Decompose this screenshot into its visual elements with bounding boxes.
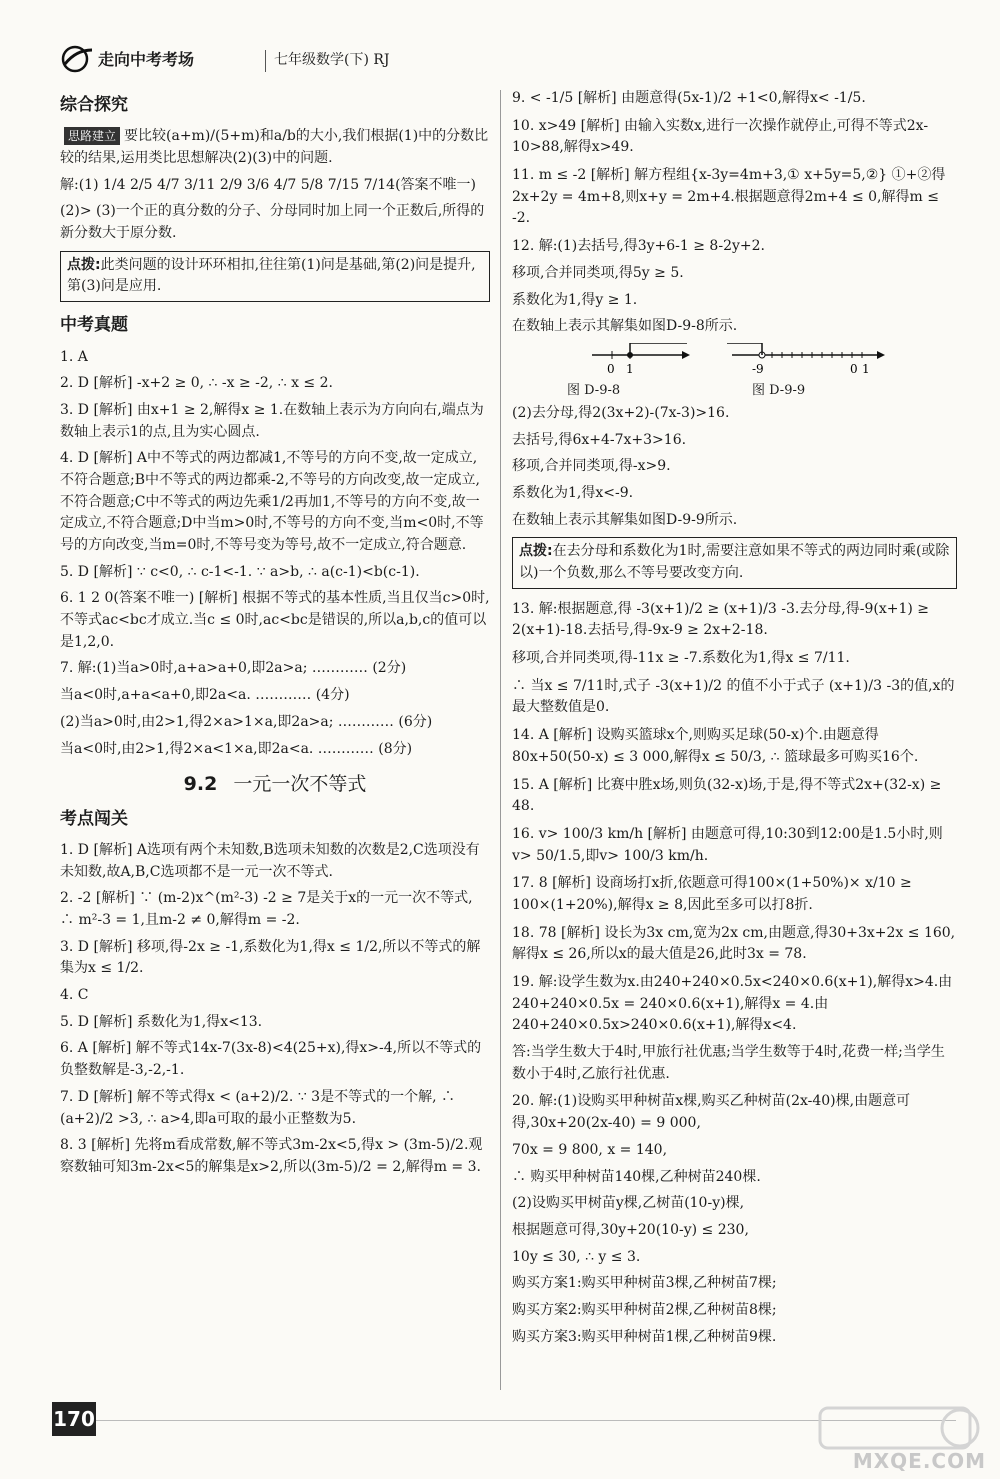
list-item: ∴ 当x ≤ 7/11时,式子 -3(x+1)/2 的值不小于式子 (x+1)/3 -3的值,x的最大整数值是0. <box>512 677 955 716</box>
list-item: 5. D [解析] 系数化为1,得x<13. <box>60 1013 263 1030</box>
list-item: 2. -2 [解析] ∵ (m-2)x^(m²-3) -2 ≥ 7是关于x的一元一次不等式, ∴ m²-3 = 1,且m-2 ≠ 0,解得m = -2. <box>60 890 473 929</box>
list-item: 去括号,得6x+4-7x+3>16. <box>512 431 687 448</box>
list-item: (2)去分母,得2(3x+2)-(7x-3)>16. <box>512 404 730 421</box>
list-item: 10y ≤ 30, ∴ y ≤ 3. <box>512 1248 641 1265</box>
list-item: 19. 解:设学生数为x.由240+240×0.5x<240×0.6(x+1),解得x>4.由240+240×0.5x = 240×0.6(x+1),解得x = 4.由240+240×0.5x>240×0.6(x+1),解得x<4. <box>512 974 953 1034</box>
synthesis-tip-box: 点拨:此类问题的设计环环相扣,往往第(1)问是基础,第(2)问是提升,第(3)问是应用. <box>60 251 490 302</box>
number-line-diagram <box>512 343 957 383</box>
list-item: 6. A [解析] 解不等式14x-7(3x-8)<4(25+x),得x>-4,所以不等式的负整数解是-3,-2,-1. <box>60 1040 482 1079</box>
list-item: 3. D [解析] 移项,得-2x ≥ -1,系数化为1,得x ≤ 1/2,所以不等式的解集为x ≤ 1/2. <box>60 938 481 977</box>
list-item: 2. D [解析] -x+2 ≥ 0, ∴ -x ≥ -2, ∴ x ≤ 2. <box>60 375 333 392</box>
list-item: 当a<0时,由2>1,得2×a<1×a,即2a<a. ………… (8分) <box>60 740 413 757</box>
list-item: 购买方案3:购买甲种树苗1棵,乙种树苗9棵. <box>512 1328 777 1345</box>
series-name: 走向中考考场 <box>98 50 195 69</box>
synthesis-answer-2: (2)> (3)一个正的真分数的分子、分母同时加上同一个正数后,所得的新分数大于原分数. <box>60 203 485 242</box>
list-item: 购买方案2:购买甲种树苗2棵,乙种树苗8棵; <box>512 1301 777 1318</box>
tip-label: 点拨: <box>519 543 553 560</box>
list-item: 3. D [解析] 由x+1 ≥ 2,解得x ≥ 1.在数轴上表示为方向向右,端点为数轴上表示1的点,且为实心圆点. <box>60 401 484 440</box>
chapter-heading <box>60 770 490 799</box>
page-header <box>60 40 940 80</box>
subject-label: 七年级数学(下) RJ <box>265 50 390 72</box>
list-item: 答:当学生数大于4时,甲旅行社优惠;当学生数等于4时,花费一样;当学生数小于4时,乙旅行社优惠. <box>512 1044 945 1082</box>
list-item: 6. 1 2 0(答案不唯一) [解析] 根据不等式的基本性质,当且仅当c>0时,不等式ac<bc才成立.当c ≤ 0时,ac<bc是错误的,所以a,b,c的值可以是1,2,0. <box>60 590 490 650</box>
list-item: (2)设购买甲树苗y棵,乙树苗(10-y)棵, <box>512 1195 745 1212</box>
list-item: 根据题意可得,30y+20(10-y) ≤ 230, <box>512 1221 749 1238</box>
list-item: 8. 3 [解析] 先将m看成常数,解不等式3m-2x<5,得x > (3m-5)/2.观察数轴可知3m-2x<5的解集是x>2,所以(3m-5)/2 = 2,解得m = 3. <box>60 1137 483 1175</box>
list-item: 13. 解:根据题意,得 -3(x+1)/2 ≥ (x+1)/3 -3.去分母,得-9(x+1) ≥ 2(x+1)-18.去括号,得-9x-9 ≥ 2x+2-18. <box>512 600 930 639</box>
fig2-label-2: 1 <box>862 361 870 376</box>
list-item: 当a<0时,a+a<a+0,即2a<a. ………… (4分) <box>60 687 350 704</box>
list-item: 1. A <box>60 348 88 365</box>
list-item: 16. v> 100/3 km/h [解析] 由题意可得,10:30到12:00是1.5小时,则v> 50/1.5,即v> 100/3 km/h. <box>512 825 943 864</box>
list-item: 在数轴上表示其解集如图D-9-8所示. <box>512 318 738 335</box>
watermark-text: MXQE.COM <box>852 1449 986 1473</box>
list-item: 移项,合并同类项,得5y ≥ 5. <box>512 264 684 281</box>
page-number: 170 <box>52 1402 96 1436</box>
logo-icon <box>60 44 94 74</box>
fig1-label-0: 0 <box>607 361 615 376</box>
left-column <box>60 88 490 1184</box>
list-item: 系数化为1,得x<-9. <box>512 484 634 501</box>
synthesis-answer-1: 解:(1) 1/4 2/5 4/7 3/11 2/9 3/6 4/7 5/8 7/15 7/14(答案不唯一) <box>60 176 477 193</box>
list-item: 10. x>49 [解析] 由输入实数x,进行一次操作就停止,可得不等式2x-10>88,解得x>49. <box>512 117 929 156</box>
synthesis-idea: 思路建立 要比较(a+m)/(5+m)和a/b的大小,我们根据(1)中的分数比较的结果,运用类比思想解决(2)(3)中的问题. <box>60 128 489 167</box>
section-title-exam: 中考真题 <box>60 315 128 336</box>
list-item: 70x = 9 800, x = 140, <box>512 1141 668 1158</box>
idea-tag: 思路建立 <box>64 127 120 145</box>
list-item: (2)当a>0时,由2>1,得2×a>1×a,即2a>a; ………… (6分) <box>60 713 433 730</box>
list-item: 在数轴上表示其解集如图D-9-9所示. <box>512 511 738 528</box>
list-item: 20. 解:(1)设购买甲种树苗x棵,购买乙种树苗(2x-40)棵,由题意可得,30x+20(2x-40) = 9 000, <box>512 1093 911 1132</box>
exam-list <box>60 347 490 761</box>
list-item: 7. 解:(1)当a>0时,a+a>a+0,即2a>a; ………… (2分) <box>60 660 407 677</box>
list-item: 17. 8 [解析] 设商场打x折,依题意可得100×(1+50%)× x/10 ≥ 100×(1+20%),解得x ≥ 8,因此至多可以打8折. <box>512 875 912 913</box>
right-column <box>512 88 957 1353</box>
list-item: 购买方案1:购买甲种树苗3棵,乙种树苗7棵; <box>512 1275 777 1292</box>
tip-label: 点拨: <box>67 256 101 273</box>
number-line-figures <box>512 343 957 399</box>
list-item: 4. D [解析] A中不等式的两边都减1,不等号的方向不变,故一定成立,不符合题意;B中不等式的两边都乘-2,不等号的方向改变,故一定成立,不符合题意;C中不等式的两边先乘1/2再加1,不等号的方向不变,故一定成立,不符合题意;D中当m>0时,不等号的方向不变,当m<0时,不等号的方向改变,当m=0时,不等号变为等号,故不一定成立,符合题意. <box>60 450 484 553</box>
figure-caption-d98: 图 D-9-8 <box>567 382 621 398</box>
fig2-label-1: 0 <box>850 361 858 376</box>
list-item: 9. < -1/5 [解析] 由题意得(5x-1)/2 +1<0,解得x< -1/5. <box>512 90 866 106</box>
chapter-number: 9.2 <box>183 773 218 796</box>
list-item: 18. 78 [解析] 设长为3x cm,宽为2x cm,由题意,得30+3x+2x ≤ 160,解得x ≤ 26,所以x的最大值是26,此时3x = 78. <box>512 924 956 963</box>
section-title-checkpoints: 考点闯关 <box>60 808 128 829</box>
tip-box: 点拨:在去分母和系数化为1时,需要注意如果不等式的两边同时乘(或除以)一个负数,那么不等号要改变方向. <box>512 537 957 588</box>
section-title-synthesis: 综合探究 <box>60 95 128 115</box>
chapter-title: 一元一次不等式 <box>233 773 367 796</box>
list-item: ∴ 购买甲种树苗140棵,乙种树苗240棵. <box>512 1168 761 1185</box>
list-item: 14. A [解析] 设购买篮球x个,则购买足球(50-x)个.由题意得80x+50(50-x) ≤ 3 000,解得x ≤ 50/3, ∴ 篮球最多可购买16个. <box>512 727 919 765</box>
list-item: 4. C <box>60 987 89 1004</box>
list-item: 11. m ≤ -2 [解析] 解方程组{x-3y=4m+3,① x+5y=5,②} ①+②得2x+2y = 4m+8,则x+y = 2m+4.根据题意得2m+4 ≤ 0,解得m ≤ -2. <box>512 167 946 227</box>
figure-caption-d99: 图 D-9-9 <box>752 382 806 398</box>
list-item: 12. 解:(1)去括号,得3y+6-1 ≥ 8-2y+2. <box>512 238 765 255</box>
list-item: 15. A [解析] 比赛中胜x场,则负(32-x)场,于是,得不等式2x+(32-x) ≥ 48. <box>512 776 942 815</box>
list-item: 移项,合并同类项,得-x>9. <box>512 458 671 475</box>
checkpoint-list <box>60 840 490 1179</box>
fig1-label-1: 1 <box>626 361 634 376</box>
list-item: 移项,合并同类项,得-11x ≥ -7.系数化为1,得x ≤ 7/11. <box>512 650 850 667</box>
list-item: 7. D [解析] 解不等式得x < (a+2)/2. ∵ 3是不等式的一个解, ∴ (a+2)/2 >3, ∴ a>4,即a可取的最小正整数为5. <box>60 1088 455 1127</box>
list-item: 系数化为1,得y ≥ 1. <box>512 291 638 308</box>
fig2-label-0: -9 <box>752 361 764 376</box>
list-item: 5. D [解析] ∵ c<0, ∴ c-1<-1. ∵ a>b, ∴ a(c-1)<b(c-1). <box>60 563 420 580</box>
list-item: 1. D [解析] A选项有两个未知数,B选项未知数的次数是2,C选项没有未知数,故A,B,C选项都不是一元一次不等式. <box>60 841 480 880</box>
column-divider <box>500 90 501 1390</box>
